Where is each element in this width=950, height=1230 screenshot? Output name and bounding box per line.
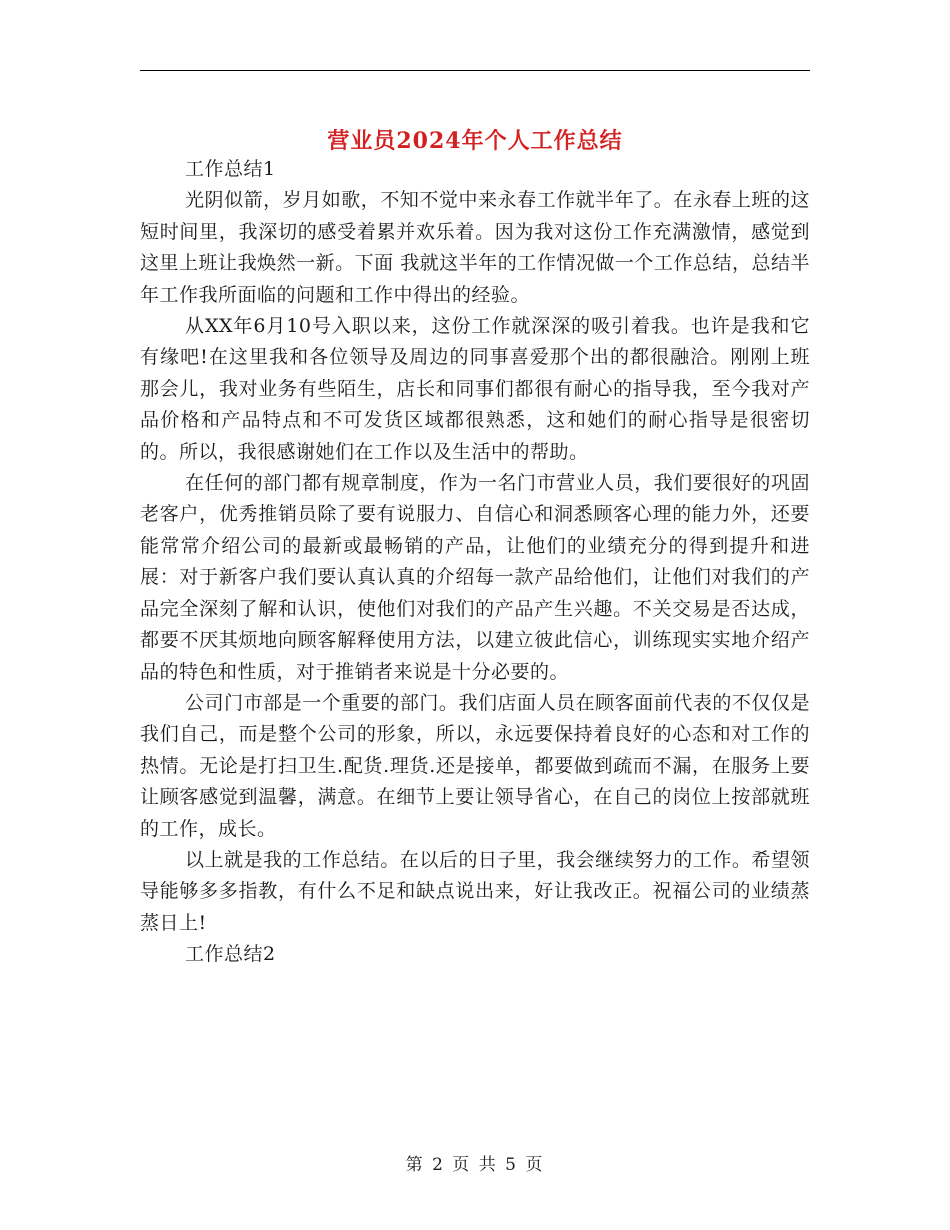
page-number: 第 2 页 共 5 页 — [405, 1155, 545, 1175]
paragraph: 公司门市部是一个重要的部门。我们店面人员在顾客面前代表的不仅仅是我们自己，而是整个公司的形象，所以，永远要保持着良好的心态和对工作的热情。无论是打扫卫生.配货.理货.还是接单，都要做到疏而不漏，在服务上要让顾客感觉到温馨，满意。在细节上要让领导省心，在自己的岗位上按部就班的工作，成长。 — [140, 691, 810, 840]
header-rule — [140, 70, 810, 71]
document-title: 营业员2024年个人工作总结 — [327, 127, 623, 154]
paragraph: 以上就是我的工作总结。在以后的日子里，我会继续努力的工作。希望领导能够多多指教，有什么不足和缺点说出来，好让我改正。祝福公司的业绩蒸蒸日上! — [140, 848, 810, 934]
paragraph: 从XX年6月10号入职以来，这份工作就深深的吸引着我。也许是我和它有缘吧!在这里我和各位领导及周边的同事喜爱那个出的都很融洽。刚刚上班那会儿，我对业务有些陌生，店长和同事们都很有耐心的指导我，至今我对产品价格和产品特点和不可发货区域都很熟悉，这和她们的耐心指导是很密切的。所以，我很感谢她们在工作以及生活中的帮助。 — [140, 315, 810, 463]
section-heading: 工作总结2 — [185, 943, 276, 966]
document-body — [140, 154, 810, 971]
paragraph: 光阴似箭，岁月如歌，不知不觉中来永春工作就半年了。在永春上班的这短时间里，我深切的感受着累并欢乐着。因为我对这份工作充满激情，感觉到这里上班让我焕然一新。下面 我就这半年的工作情况做一个工作总结，总结半年工作我所面临的问题和工作中得出的经验。 — [140, 189, 810, 306]
section-heading: 工作总结1 — [185, 158, 276, 180]
page-footer — [0, 1153, 950, 1177]
paragraph: 在任何的部门都有规章制度，作为一名门市营业人员，我们要很好的巩固老客户，优秀推销员除了要有说服力、自信心和洞悉顾客心理的能力外，还要能常常介绍公司的最新或最畅销的产品，让他们的业绩充分的得到提升和进展：对于新客户我们要认真认真的介绍每一款产品给他们，让他们对我们的产品完全深刻了解和认识，使他们对我们的产品产生兴趣。不关交易是否达成，都要不厌其烦地向顾客解释使用方法，以建立彼此信心，训练现实实地介绍产品的特色和性质，对于推销者来说是十分必要的。 — [140, 472, 810, 683]
